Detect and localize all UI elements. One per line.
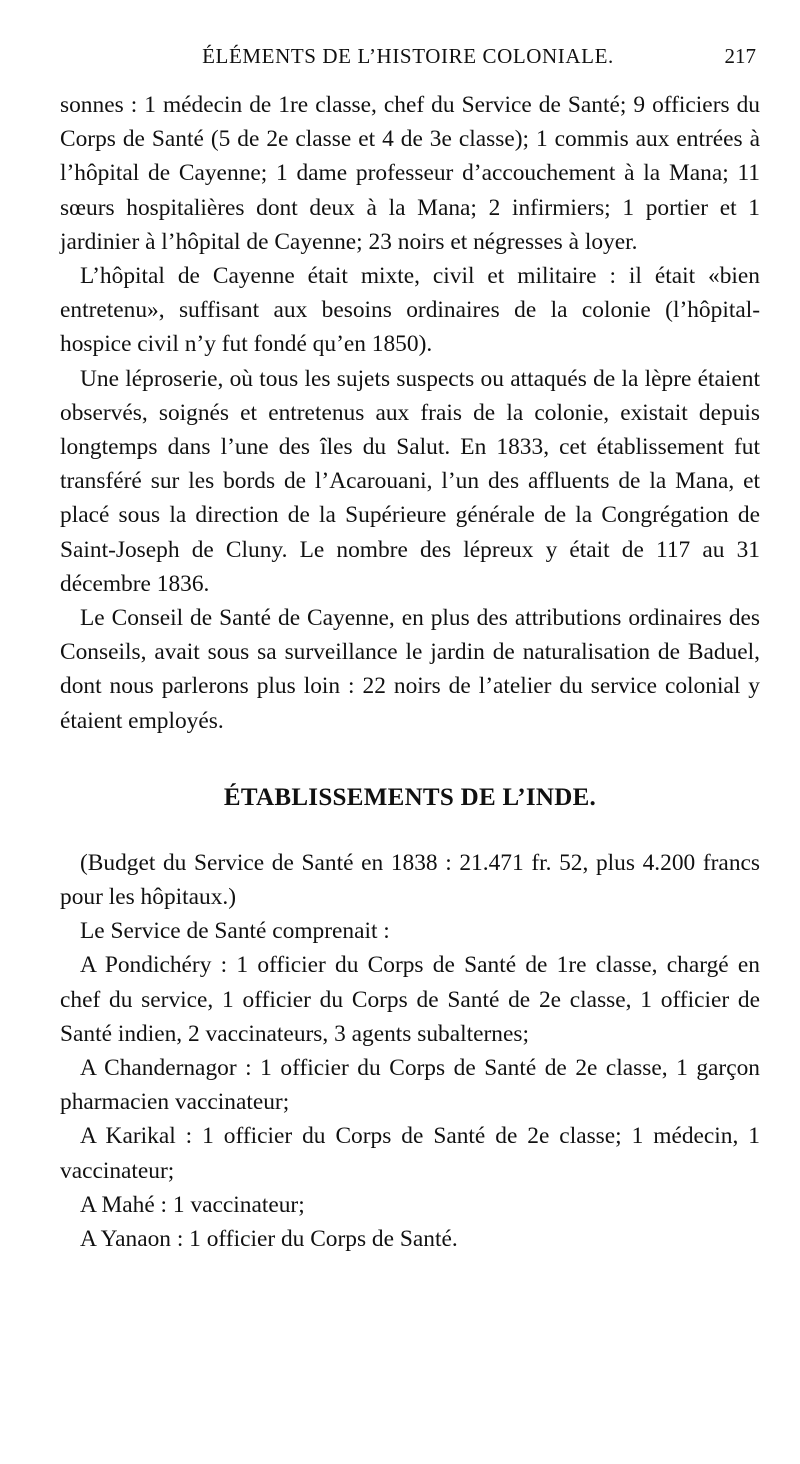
- text-block: [60, 88, 760, 1256]
- paragraph-budget: (Budget du Service de Santé en 1838 : 21.471 fr. 52, plus 4.200 francs pour les hôpitaux.): [60, 849, 760, 911]
- paragraph-yanaon: A Yanaon : 1 officier du Corps de Santé.: [80, 1226, 458, 1253]
- running-title: ÉLÉMENTS DE L’HISTOIRE COLONIALE.: [202, 44, 614, 68]
- page-number: 217: [724, 44, 756, 68]
- paragraph-leproserie: Une léproserie, où tous les sujets suspects ou attaqués de la lèpre étaient observés, soignés et entretenus aux frais de la colonie, existait depuis longtemps dans l’une des îles du Salut. En 1833, cet établissement fut transféré sur les bords de l’Acarouani, l’un des affluents de la Mana, et placé sous la direction de la Supérieure générale de la Congrégation de Saint-Joseph de Cluny. Le nombre des lépreux y était de 117 au 31 décembre 1836.: [60, 365, 760, 597]
- paragraph-pondichery: A Pondichéry : 1 officier du Corps de Santé de 1re classe, chargé en chef du service, 1 officier du Corps de Santé de 2e classe, 1 officier de Santé indien, 2 vaccinateurs, 3 agents subalternes;: [60, 952, 760, 1047]
- section-heading-inde: ÉTABLISSEMENTS DE L’INDE.: [223, 783, 597, 811]
- paragraph-staff-guyane: sonnes : 1 médecin de 1re classe, chef du Service de Santé; 9 officiers du Corps de Santé (5 de 2e classe et 4 de 3e classe); 1 commis aux entrées à l’hôpital de Cayenne; 1 dame professeur d’accouchement à la Mana; 11 sœurs hospitalières dont deux à la Mana; 2 infirmiers; 1 portier et 1 jardinier à l’hôpital de Cayenne; 23 noirs et négresses à loyer.: [60, 92, 760, 255]
- paragraph-service-intro: Le Service de Santé comprenait :: [80, 918, 390, 945]
- paragraph-conseil-sante: Le Conseil de Santé de Cayenne, en plus des attributions ordinaires des Conseils, avait sous sa surveillance le jardin de naturalisation de Baduel, dont nous parlerons plus loin : 22 noirs de l’atelier du service colonial y étaient employés.: [60, 605, 760, 734]
- paragraph-hopital-cayenne: L’hôpital de Cayenne était mixte, civil et militaire : il était «bien entretenu», suffisant aux besoins ordinaires de la colonie (l’hôpital-hospice civil n’y fut fondé qu’en 1850).: [60, 263, 760, 358]
- paragraph-karikal: A Karikal : 1 officier du Corps de Santé de 2e classe; 1 médecin, 1 vaccinateur;: [60, 1123, 760, 1184]
- paragraph-mahe: A Mahé : 1 vaccinateur;: [80, 1191, 305, 1218]
- paragraph-chandernagor: A Chandernagor : 1 officier du Corps de Santé de 2e classe, 1 garçon pharmacien vaccinateur;: [60, 1055, 760, 1116]
- running-head: [60, 44, 756, 78]
